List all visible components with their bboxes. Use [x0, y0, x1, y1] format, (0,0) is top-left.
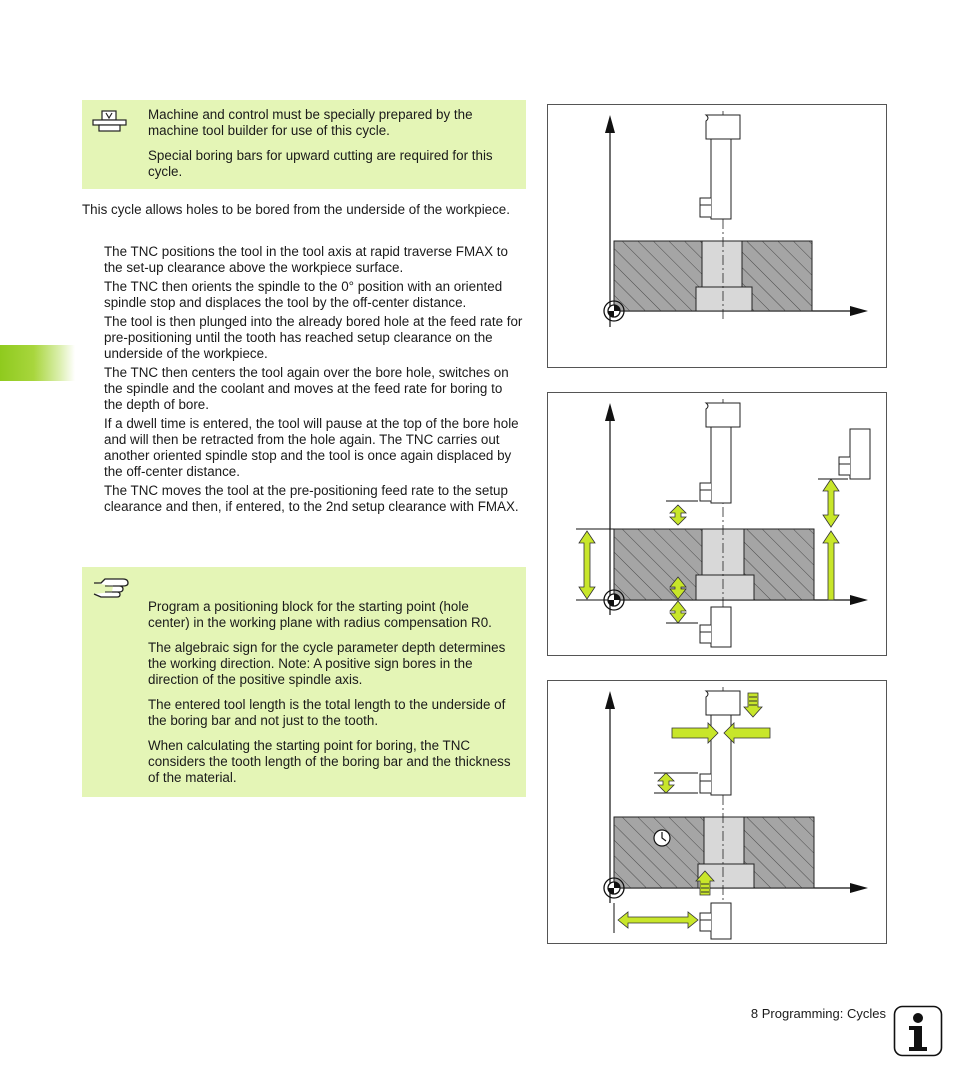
figure-back-boring-3: [547, 680, 887, 944]
note-paragraph: Machine and control must be specially prepared by the machine tool builder for use of this cycle.: [148, 107, 473, 138]
dwell-time-icon: [654, 830, 670, 846]
step-item: The tool is then plunged into the already bored hole at the feed rate for pre-positioning until the tooth has reached setup clearance on the underside of the workpiece.: [104, 314, 523, 361]
step-item: The TNC moves the tool at the pre-positioning feed rate to the setup clearance and then, if entered, to the 2nd setup clearance with FMAX.: [104, 483, 519, 514]
intro-text: This cycle allows holes to be bored from the underside of the workpiece.: [82, 202, 510, 217]
machine-icon: [92, 110, 128, 136]
note-paragraph: Program a positioning block for the starting point (hole center) in the working plane with radius compensation R0.: [148, 599, 492, 630]
programming-note: [82, 567, 526, 797]
figure-back-boring-1: [547, 104, 887, 368]
step-item: The TNC then orients the spindle to the 0° position with an oriented spindle stop and displaces the tool by the off-center distance.: [104, 279, 503, 310]
chapter-tab: [0, 345, 75, 381]
step-item: If a dwell time is entered, the tool will pause at the top of the bore hole and will then be retracted from the hole again. The TNC carries out another oriented spindle stop and the tool is once again displaced by the off-center distance.: [104, 416, 519, 479]
info-icon: [893, 1005, 943, 1057]
machine-note: [82, 100, 526, 189]
footer-section-title: 8 Programming: Cycles: [750, 1006, 886, 1021]
note-paragraph: The algebraic sign for the cycle parameter depth determines the working direction. Note: A positive sign bores in the direction of the positive spindle axis.: [148, 640, 506, 687]
note-paragraph: The entered tool length is the total length to the underside of the boring bar and not just to the tooth.: [148, 697, 506, 728]
note-paragraph: Special boring bars for upward cutting are required for this cycle.: [148, 148, 493, 179]
figure-back-boring-2: [547, 392, 887, 656]
pointing-hand-icon: [92, 577, 130, 599]
step-item: The TNC positions the tool in the tool axis at rapid traverse FMAX to the set-up clearance above the workpiece surface.: [104, 244, 508, 275]
cycle-steps: [104, 244, 524, 518]
note-paragraph: When calculating the starting point for boring, the TNC considers the tooth length of the boring bar and the thickness of the material.: [148, 738, 511, 785]
step-item: The TNC then centers the tool again over the bore hole, switches on the spindle and the coolant and moves at the feed rate for boring to the depth of bore.: [104, 365, 509, 412]
